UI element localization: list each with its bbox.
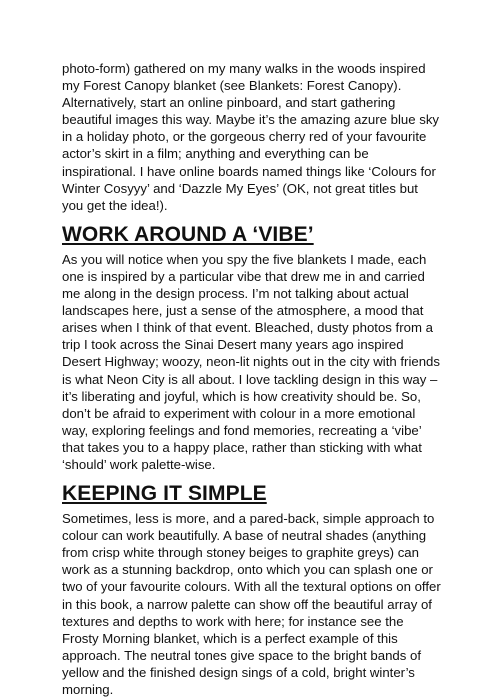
section-heading-keeping-it-simple: KEEPING IT SIMPLE [62,482,267,506]
intro-paragraph: photo-form) gathered on my many walks in the woods inspired my Forest Canopy blanket (see Blankets: Forest Canopy). Alternatively, start an online pinboard, and start gathering beautiful images this way. Maybe it’s the amazing azure blue sky in a holiday photo, or the gorgeous cherry red of your favourite actor’s skirt in a film; anything and everything can be inspirational. I have online boards named things like ‘Colours for Winter Cosyyy’ and ‘Dazzle My Eyes’ (OK, not great titles but you get the idea!). [62,61,440,213]
document-page [62,60,442,698]
section-heading-work-around-a-vibe: WORK AROUND A ‘VIBE’ [62,222,314,246]
section-body-work-around-a-vibe: As you will notice when you spy the five blankets I made, each one is inspired by a particular vibe that drew me in and carried me along in the design process. I’m not talking about actual landscapes here, just a sense of the atmosphere, a mood that arises when I think of that event. Bleached, dusty photos from a trip I took across the Sinai Desert many years ago inspired Desert Highway; woozy, neon-lit nights out in the city with friends is what Neon City is all about. I love tackling design in this way – it’s liberating and joyful, which is how creativity should be. So, don’t be afraid to experiment with colour in a more emotional way, exploring feelings and fond memories, recreating a ‘vibe’ that takes you to a happy place, rather than sticking with what ‘should’ work palette-wise. [62,251,440,472]
section-body-keeping-it-simple: Sometimes, less is more, and a pared-back, simple approach to colour can work beautifully. A base of neutral shades (anything from crisp white through stoney beiges to graphite greys) can work as a stunning backdrop, onto which you can splash one or two of your favourite colours. With all the textural options on offer in this book, a narrow palette can show off the beautiful array of textures and depths to work with here; for instance see the Frosty Morning blanket, which is a perfect example of this approach. The neutral tones give space to the bright bands of yellow and the finished design sings of a cold, bright winter’s morning. [62,511,441,697]
